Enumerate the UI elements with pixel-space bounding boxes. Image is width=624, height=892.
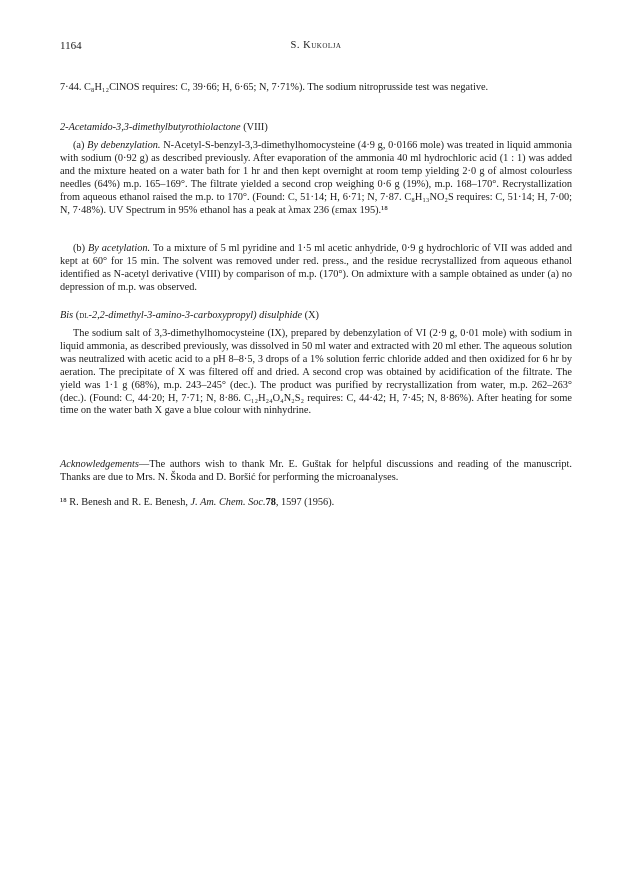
section-heading-viii-title: 2-Acetamido-3,3-dimethylbutyrothiolactone [60, 122, 241, 133]
section-heading-x-rest: -2,2-dimethyl-3-amino-3-carboxypropyl) [88, 310, 257, 321]
section-heading-viii-compound: (VIII) [243, 122, 268, 133]
acknowledgements-label: Acknowledgements [60, 459, 139, 470]
reference-pages: , 1597 (1956). [275, 497, 335, 508]
method-label: By debenzylation. [87, 140, 161, 151]
section-heading-x [60, 310, 572, 323]
page-number: 1164 [60, 40, 82, 52]
section-heading-x-lead: Bis [60, 310, 74, 321]
method-label: By acetylation. [87, 243, 151, 254]
page-header [60, 40, 572, 54]
paragraph-body: To a mixture of 5 ml pyridine and 1·5 ml acetic anhydride, 0·9 g hydrochloric of VII was added and kept at 60° for 15 min. The solvent was removed under red. press., and the residue recrystallized from aqueous ethanol identified as N-acetyl derivative (VIII) by comparison of m.p. (170°). On admixture with a sample obtained as under (a) no depression of m.p. was observed. [60, 243, 572, 293]
reference-entry [60, 497, 572, 510]
section-heading-x-compound: (X) [304, 310, 319, 321]
paragraph-viii-a [60, 140, 572, 217]
paragraph-label: (a) [73, 140, 85, 151]
running-head: S. Kukolja [290, 40, 342, 51]
reference-number: ¹⁸ [60, 497, 67, 508]
paragraph-label: (b) [73, 243, 86, 254]
section-heading-x-dl: dl [79, 310, 89, 321]
reference-volume: 78 [265, 497, 276, 508]
section-heading-viii [60, 122, 572, 135]
reference-journal: J. Am. Chem. Soc. [190, 497, 266, 508]
reference-authors: R. Benesh and R. E. Benesh, [69, 497, 188, 508]
paragraph-body: N-Acetyl-S-benzyl-3,3-dimethylhomocysteine (4·9 g, 0·0166 mole) was treated in liquid ammonia with sodium (0·92 g) as described previously. After evaporation of the ammonia 40 ml hydrochloric acid (1 : 1) was added and the mixture heated on a water bath for 1 hr and then kept overnight at room temp yielding 2·0 g of almost colourless needles (64%) m.p. 165–169°. The filtrate yielded a second crop weighing 0·6 g (19%), m.p. 168–170°. Recrystallization from aqueous ethanol raised the m.p. to 170°. (Found: C, 51·14; H, 6·71; N, 7·87. C₈H₁₃NO₂S requires: C, 51·14; H, 7·00; N, 7·48%). UV Spectrum in 95% ethanol has a peak at λmax 236 (εmax 195).¹⁸ [60, 140, 572, 216]
paragraph-viii-b [60, 243, 572, 295]
acknowledgements-paragraph [60, 459, 572, 485]
paragraph-x: The sodium salt of 3,3-dimethylhomocysteine (IX), prepared by debenzylation of VI (2·9 g, 0·01 mole) with sodium in liquid ammonia, as described previously, was dissolved in 50 ml water and extracted with 20 ml ether. The aqueous solution was neutralized with acetic acid to a pH 8–8·5, 3 drops of a 1% solution ferric chloride added and then oxidized for 6 hr by aeration. The precipitate of X was filtered off and dried. A second crop was obtained by acidification of the filtrate. The yield was 1·1 g (68%), m.p. 243–245° (dec.). The product was purified by recrystallization from water, m.p. 262–263° (dec.). (Found: C, 44·20; H, 7·71; N, 8·86. C₁₂H₂₄O₄N₂S₂ requires: C, 44·42; H, 7·45; N, 8·86%). After heating for some time on the water bath X gave a blue colour with ninhydrine. [60, 328, 572, 417]
section-heading-x-tail: disulphide [259, 310, 303, 321]
continuation-paragraph: 7·44. C₈H₁₂ClNOS requires: C, 39·66; H, 6·65; N, 7·71%). The sodium nitroprusside test was negative. [60, 82, 489, 93]
section-heading-x-paren: ( [75, 310, 80, 321]
acknowledgements-body: —The authors wish to thank Mr. E. Guštak for helpful discussions and reading of the manuscript. Thanks are due to Mrs. N. Škoda and D. Boršić for performing the microanalyses. [60, 459, 572, 483]
